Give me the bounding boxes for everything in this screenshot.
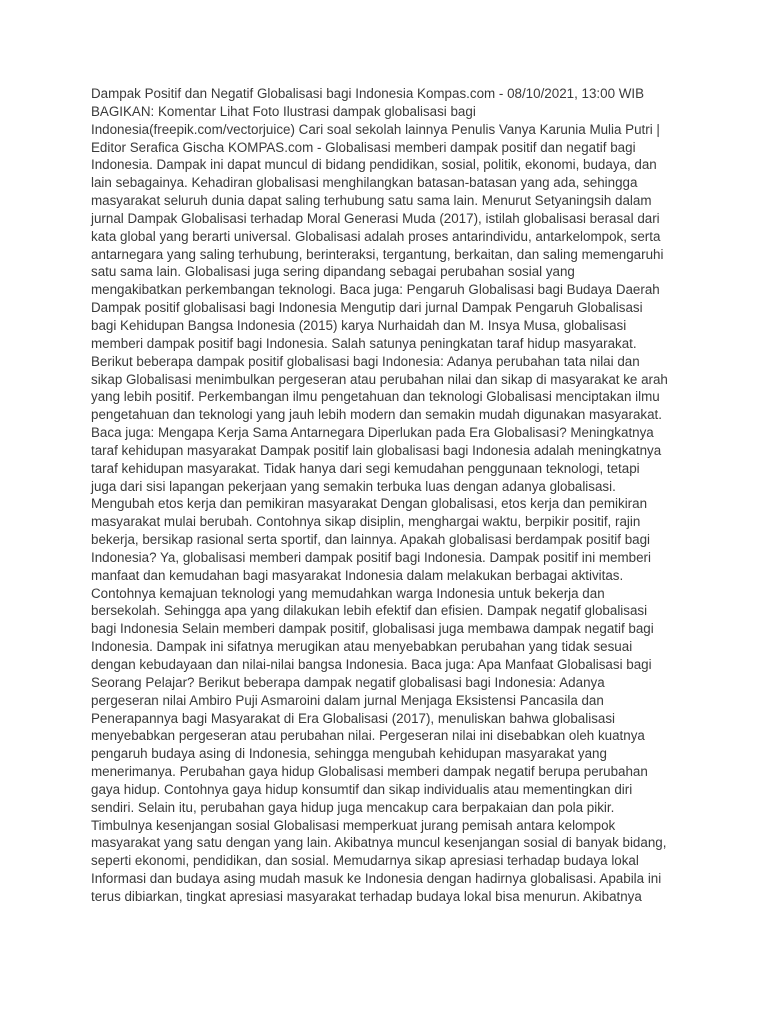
document-page	[91, 85, 677, 906]
article-body-text: Dampak Positif dan Negatif Globalisasi bagi Indonesia Kompas.com - 08/10/2021, 13:00 WIB BAGIKAN: Komentar Lihat Foto Ilustrasi dampak globalisasi bagi Indonesia(freepik.com/vectorjuice) Cari soal sekolah lainnya Penulis Vanya Karunia Mulia Putri | Editor Serafica Gischa KOMPAS.com - Globalisasi memberi dampak positif dan negatif bagi Indonesia. Dampak ini dapat muncul di bidang pendidikan, sosial, politik, ekonomi, budaya, dan lain sebagainya. Kehadiran globalisasi menghilangkan batasan-batasan yang ada, sehingga masyarakat seluruh dunia dapat saling terhubung satu sama lain. Menurut Setyaningsih dalam jurnal Dampak Globalisasi terhadap Moral Generasi Muda (2017), istilah globalisasi berasal dari kata global yang berarti universal. Globalisasi adalah proses antarindividu, antarkelompok, serta antarnegara yang saling terhubung, berinteraksi, tergantung, berkaitan, dan saling memengaruhi satu sama lain. Globalisasi juga sering dipandang sebagai perubahan sosial yang mengakibatkan perkembangan teknologi. Baca juga: Pengaruh Globalisasi bagi Budaya Daerah Dampak positif globalisasi bagi Indonesia Mengutip dari jurnal Dampak Pengaruh Globalisasi bagi Kehidupan Bangsa Indonesia (2015) karya Nurhaidah dan M. Insya Musa, globalisasi memberi dampak positif bagi Indonesia. Salah satunya peningkatan taraf hidup masyarakat. Berikut beberapa dampak positif globalisasi bagi Indonesia: Adanya perubahan tata nilai dan sikap Globalisasi menimbulkan pergeseran atau perubahan nilai dan sikap di masyarakat ke arah yang lebih positif. Perkembangan ilmu pengetahuan dan teknologi Globalisasi menciptakan ilmu pengetahuan dan teknologi yang jauh lebih modern dan semakin mudah digunakan masyarakat. Baca juga: Mengapa Kerja Sama Antarnegara Diperlukan pada Era Globalisasi? Meningkatnya taraf kehidupan masyarakat Dampak positif lain globalisasi bagi Indonesia adalah meningkatnya taraf kehidupan masyarakat. Tidak hanya dari segi kemudahan penggunaan teknologi, tetapi juga dari sisi lapangan pekerjaan yang semakin terbuka luas dengan adanya globalisasi. Mengubah etos kerja dan pemikiran masyarakat Dengan globalisasi, etos kerja dan pemikiran masyarakat mulai berubah. Contohnya sikap disiplin, menghargai waktu, berpikir positif, rajin bekerja, bersikap rasional serta sportif, dan lainnya. Apakah globalisasi berdampak positif bagi Indonesia? Ya, globalisasi memberi dampak positif bagi Indonesia. Dampak positif ini memberi manfaat dan kemudahan bagi masyarakat Indonesia dalam melakukan berbagai aktivitas. Contohnya kemajuan teknologi yang memudahkan warga Indonesia untuk bekerja dan bersekolah. Sehingga apa yang dilakukan lebih efektif dan efisien. Dampak negatif globalisasi bagi Indonesia Selain memberi dampak positif, globalisasi juga membawa dampak negatif bagi Indonesia. Dampak ini sifatnya merugikan atau menyebabkan perubahan yang tidak sesuai dengan kebudayaan dan nilai-nilai bangsa Indonesia. Baca juga: Apa Manfaat Globalisasi bagi Seorang Pelajar? Berikut beberapa dampak negatif globalisasi bagi Indonesia: Adanya pergeseran nilai Ambiro Puji Asmaroini dalam jurnal Menjaga Eksistensi Pancasila dan Penerapannya bagi Masyarakat di Era Globalisasi (2017), menuliskan bahwa globalisasi menyebabkan pergeseran atau perubahan nilai. Pergeseran nilai ini disebabkan oleh kuatnya pengaruh budaya asing di Indonesia, sehingga mengubah kehidupan masyarakat yang menerimanya. Perubahan gaya hidup Globalisasi memberi dampak negatif berupa perubahan gaya hidup. Contohnya gaya hidup konsumtif dan sikap individualis atau mementingkan diri sendiri. Selain itu, perubahan gaya hidup juga mencakup cara berpakaian dan pola pikir. Timbulnya kesenjangan sosial Globalisasi memperkuat jurang pemisah antara kelompok masyarakat yang satu dengan yang lain. Akibatnya muncul kesenjangan sosial di banyak bidang, seperti ekonomi, pendidikan, dan sosial. Memudarnya sikap apresiasi terhadap budaya lokal Informasi dan budaya asing mudah masuk ke Indonesia dengan hadirnya globalisasi. Apabila ini terus dibiarkan, tingkat apresiasi masyarakat terhadap budaya lokal bisa menurun. Akibatnya	[91, 86, 668, 904]
